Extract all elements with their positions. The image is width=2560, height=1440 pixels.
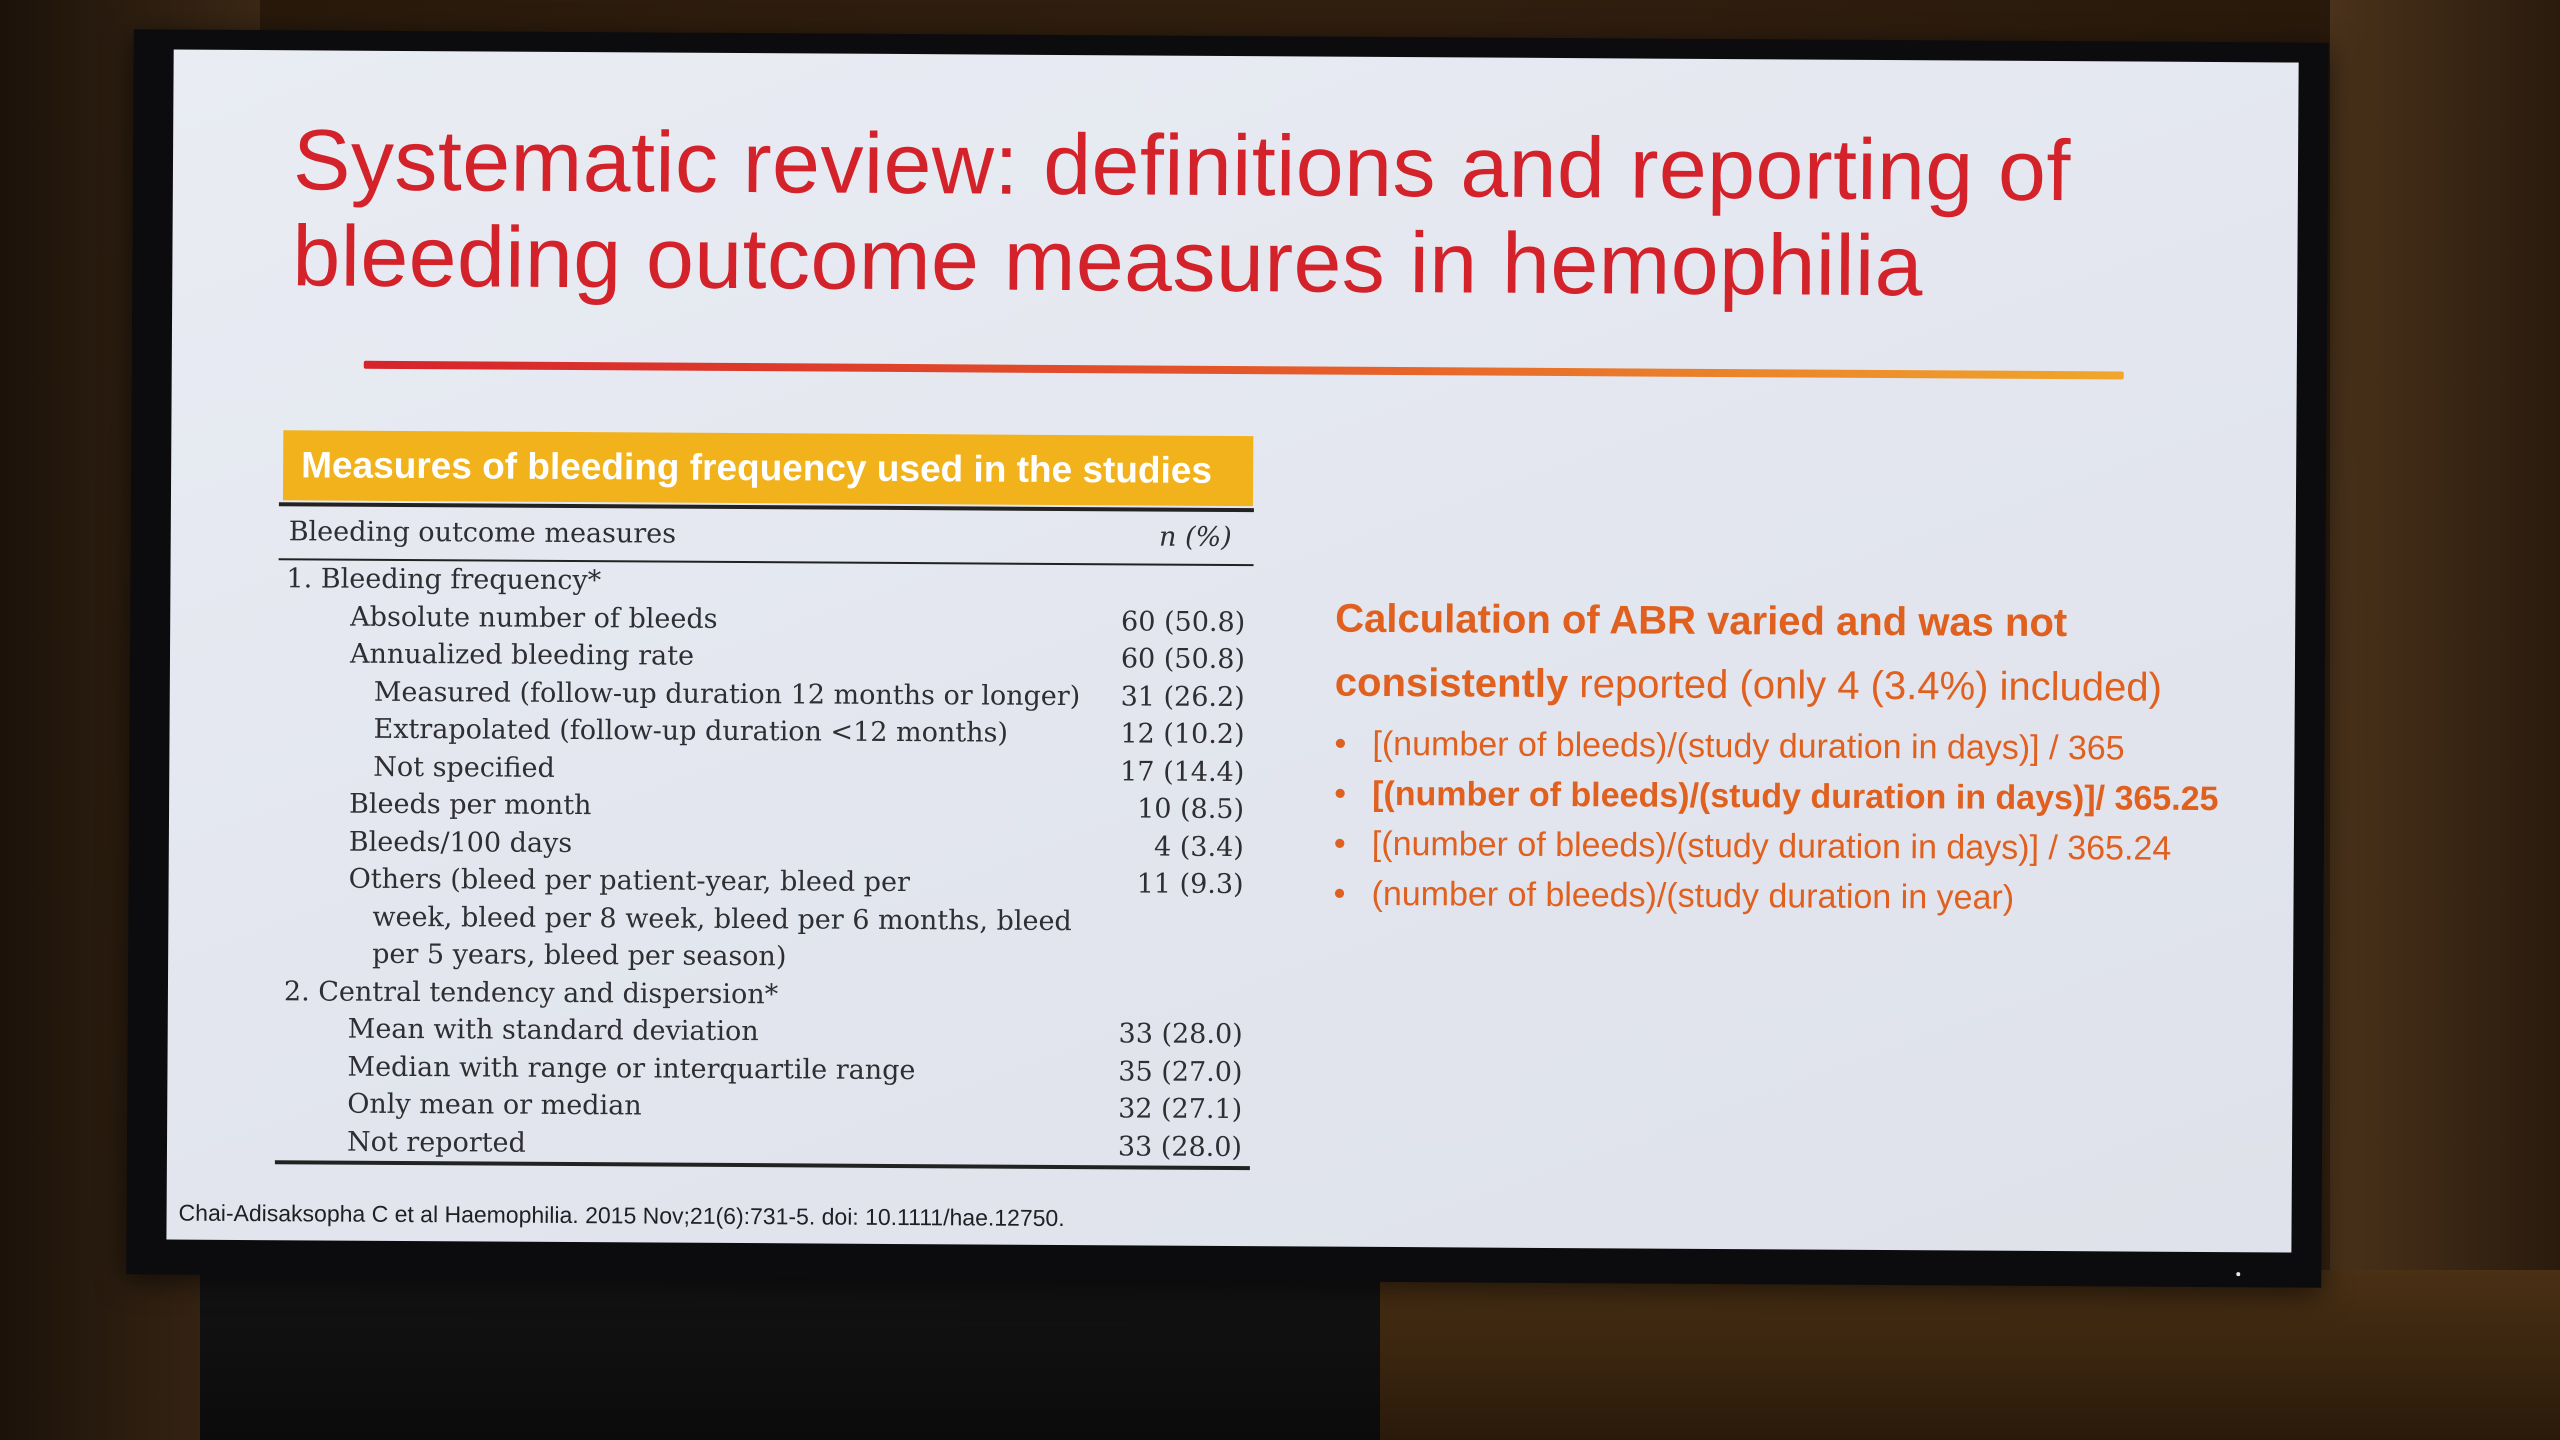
bullet-icon: • (1334, 774, 1347, 813)
formula-text: [(number of bleeds)/(study duration in days)] / 365.24 (1371, 824, 2172, 868)
table-row (277, 710, 1252, 753)
abr-formula-list (1333, 719, 2274, 925)
row-value: 4 (3.4) (1153, 831, 1244, 863)
citation: Chai-Adisaksopha C et al Haemophilia. 2015 Nov;21(6):731-5. doi: 10.1111/hae.12750. (178, 1199, 1065, 1232)
list-item (1333, 869, 2273, 925)
row-label: Not specified (373, 751, 555, 784)
row-label: Measured (follow-up duration 12 months or longer) (373, 676, 1081, 712)
table-row (277, 748, 1252, 791)
row-label: Median with range or interquartile range (347, 1051, 916, 1086)
row-value: 32 (27.1) (1118, 1093, 1243, 1126)
row-label: Annualized bleeding rate (349, 638, 695, 672)
slide-title-line-2: bleeding outcome measures in hemophilia (292, 208, 1924, 315)
row-value: 12 (10.2) (1120, 718, 1245, 751)
monitor-stand (200, 1260, 1380, 1440)
row-label: Not reported (346, 1126, 526, 1159)
table-row (278, 598, 1253, 641)
bullet-icon: • (1334, 724, 1347, 763)
table-row (278, 635, 1253, 678)
table-row (278, 673, 1253, 716)
row-label: Bleeds per month (348, 788, 592, 822)
table-row (277, 823, 1252, 866)
row-label: per 5 years, bleed per season) (372, 938, 787, 973)
bullet-icon: • (1333, 874, 1346, 913)
table-row (275, 1085, 1250, 1128)
formula-text: [(number of bleeds)/(study duration in days)]/ 365.25 (1372, 774, 2219, 819)
header-value: n (%) (1158, 521, 1232, 554)
abr-heading-bold-2: consistently (1334, 660, 1569, 707)
abr-heading-bold-1: Calculation of ABR varied and was not (1335, 596, 2068, 646)
row-value: 33 (28.0) (1118, 1018, 1243, 1051)
slide-title-line-1: Systematic review: definitions and reporting of (292, 112, 2072, 220)
row-label: Absolute number of bleeds (350, 601, 718, 635)
header-measure: Bleeding outcome measures (288, 516, 677, 550)
table-row (277, 860, 1252, 903)
slide-title (292, 112, 2193, 316)
row-value: 31 (26.2) (1120, 680, 1245, 713)
formula-text: [(number of bleeds)/(study duration in days)] / 365 (1372, 724, 2125, 768)
abr-heading (1335, 587, 2276, 721)
table-row-continuation (276, 935, 1251, 978)
monitor (126, 29, 2329, 1287)
row-value: 11 (9.3) (1136, 868, 1244, 901)
list-item (1334, 819, 2274, 875)
formula-text: (number of bleeds)/(study duration in year) (1371, 874, 2015, 917)
row-value: 33 (28.0) (1117, 1130, 1243, 1163)
bullet-icon: • (1333, 824, 1346, 863)
table-header (279, 506, 1254, 564)
power-led (2236, 1272, 2240, 1276)
bleeding-measures-table (275, 502, 1254, 1170)
row-label: 1. Bleeding frequency* (286, 563, 602, 597)
title-underline (364, 361, 2124, 380)
table-row (276, 973, 1251, 1016)
row-label: week, bleed per 8 week, bleed per 6 months, bleed (372, 901, 1072, 937)
row-value: 35 (27.0) (1118, 1055, 1243, 1088)
presentation-slide (166, 50, 2298, 1253)
row-value: 17 (14.4) (1120, 755, 1245, 788)
row-value: 60 (50.8) (1120, 643, 1246, 676)
list-item (1334, 769, 2274, 825)
wall-panel-right (2330, 0, 2560, 1440)
row-label: Only mean or median (347, 1088, 642, 1122)
table-banner: Measures of bleeding frequency used in the studies (283, 430, 1253, 506)
row-value: 60 (50.8) (1121, 605, 1246, 638)
row-label: Bleeds/100 days (348, 826, 573, 859)
abr-heading-rest: reported (only 4 (3.4%) included) (1568, 662, 2163, 710)
row-label: Others (bleed per patient-year, bleed per (348, 863, 911, 899)
abr-calculation-panel (1333, 587, 2275, 925)
row-value: 10 (8.5) (1137, 793, 1245, 826)
floor-area (1380, 1270, 2560, 1440)
row-label: Extrapolated (follow-up duration <12 months) (373, 713, 1009, 749)
row-label: Mean with standard deviation (347, 1013, 759, 1048)
list-item (1334, 719, 2274, 775)
table-row (278, 560, 1253, 603)
table-row (275, 1123, 1250, 1166)
table-row (277, 785, 1252, 828)
row-label: 2. Central tendency and dispersion* (283, 975, 779, 1010)
table-row (276, 1010, 1251, 1053)
table-row-continuation (276, 898, 1251, 941)
table-row (275, 1048, 1250, 1091)
